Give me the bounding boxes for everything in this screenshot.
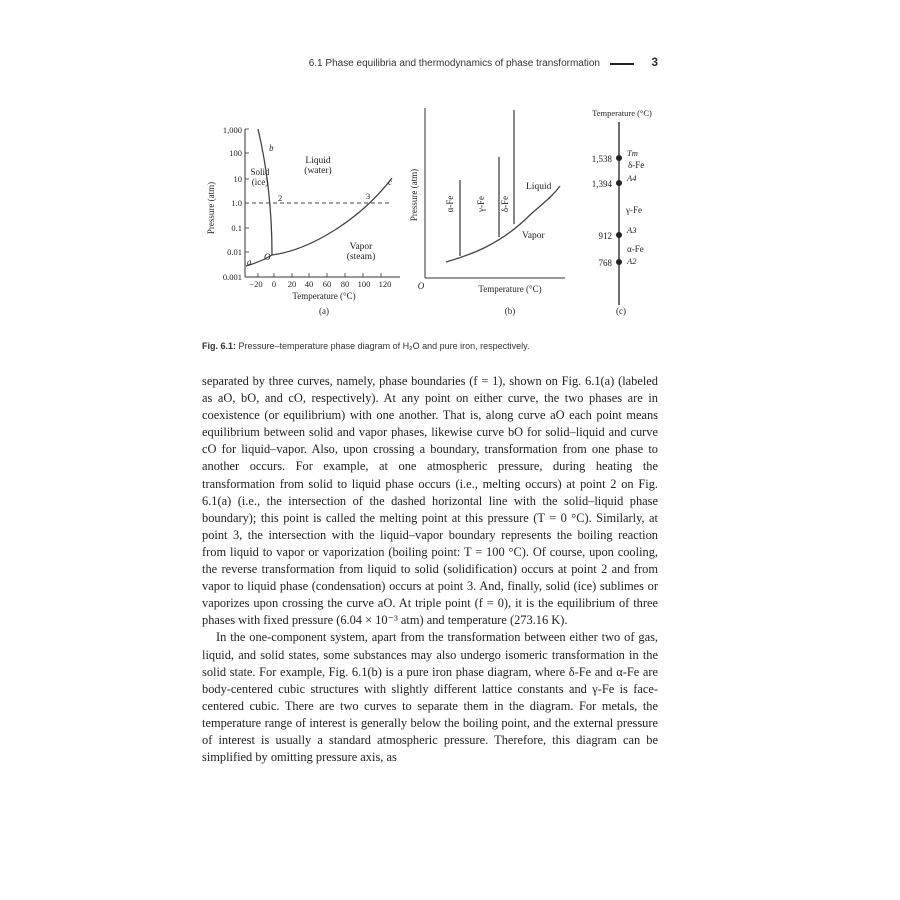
panel-a-ytick: 1.0 bbox=[231, 198, 242, 208]
panel-c-temp: 912 bbox=[598, 231, 612, 241]
panel-a-ytick: 1,000 bbox=[222, 125, 242, 135]
point-c: c bbox=[388, 177, 392, 187]
panel-a bbox=[206, 125, 400, 316]
region-solid-sub: (ice) bbox=[251, 177, 269, 187]
panel-b-label: (b) bbox=[504, 306, 516, 316]
panel-c-temp: 768 bbox=[598, 258, 612, 268]
panel-c-temp: 1,394 bbox=[591, 179, 612, 189]
panel-a-ytick: 100 bbox=[229, 148, 242, 158]
panel-b-region-vapor: Vapor bbox=[522, 231, 545, 241]
region-vapor: Vapor bbox=[349, 242, 373, 252]
region-liquid-sub: (water) bbox=[304, 166, 332, 176]
panel-b-phase-alpha: α-Fe bbox=[445, 195, 455, 213]
panel-b-phase-gamma: γ-Fe bbox=[476, 196, 486, 212]
panel-a-ytick: 0.01 bbox=[227, 247, 242, 257]
panel-a-xtick: 0 bbox=[271, 279, 277, 289]
panel-a-ytick: 0.1 bbox=[231, 223, 242, 233]
page-number: 3 bbox=[651, 55, 658, 69]
panel-b-region-liquid: Liquid bbox=[526, 182, 552, 192]
panel-a-xtick: 100 bbox=[357, 279, 371, 289]
running-title: 6.1 Phase equilibria and thermodynamics of phase transformation bbox=[308, 58, 600, 69]
panel-c-point-label: A2 bbox=[627, 256, 637, 266]
panel-a-ytick: 0.001 bbox=[222, 272, 242, 282]
panel-a-xtick: −20 bbox=[249, 279, 263, 289]
figure-6-1 bbox=[200, 100, 658, 322]
caption-text: Pressure–temperature phase diagram of H₂O and pure iron, respectively. bbox=[238, 341, 530, 351]
caption-label: Fig. 6.1: bbox=[202, 341, 237, 351]
panel-c-label: (c) bbox=[616, 306, 626, 316]
panel-a-ylabel: Pressure (atm) bbox=[206, 181, 216, 235]
panel-c-point-a4 bbox=[616, 180, 622, 186]
region-solid: Solid bbox=[250, 167, 270, 177]
panel-a-ytick: 10 bbox=[233, 174, 242, 184]
panel-a-xtick: 60 bbox=[322, 279, 332, 289]
point-o: O bbox=[264, 252, 271, 262]
point-2: 2 bbox=[278, 193, 283, 203]
panel-c-point-a3 bbox=[616, 232, 622, 238]
panel-a-label: (a) bbox=[319, 306, 329, 316]
panel-c-point-label: Tm bbox=[627, 148, 638, 158]
header-rule bbox=[610, 63, 634, 65]
panel-b-phase-delta: δ-Fe bbox=[500, 195, 510, 213]
panel-a-xtick: 120 bbox=[378, 279, 392, 289]
panel-c-point-tm bbox=[616, 155, 622, 161]
panel-c bbox=[592, 108, 652, 316]
panel-c-point-label: A3 bbox=[627, 225, 637, 235]
panel-a-xtick: 80 bbox=[340, 279, 350, 289]
panel-b bbox=[409, 108, 565, 316]
panel-b-origin: O bbox=[417, 281, 425, 291]
point-3: 3 bbox=[366, 191, 371, 201]
region-vapor-sub: (steam) bbox=[346, 252, 376, 262]
panel-c-title: Temperature (°C) bbox=[592, 108, 652, 118]
panel-a-xtick: 40 bbox=[304, 279, 314, 289]
point-a: a bbox=[247, 257, 252, 267]
figure-caption bbox=[202, 341, 658, 351]
curve-cO bbox=[272, 178, 392, 255]
panel-a-xlabel: Temperature (°C) bbox=[292, 291, 356, 301]
panel-c-phase-alpha: α-Fe bbox=[627, 244, 644, 254]
panel-c-temp: 1,538 bbox=[591, 154, 612, 164]
running-head bbox=[300, 56, 658, 72]
panel-c-point-a2 bbox=[616, 259, 622, 265]
panel-b-ylabel: Pressure (atm) bbox=[409, 168, 419, 222]
panel-c-point-label: A4 bbox=[627, 173, 637, 183]
panel-c-phase-gamma: γ-Fe bbox=[626, 205, 642, 215]
paragraph-2: In the one-component system, apart from the transformation between either two of gas, liquid, and solid states, some substances may also undergo isomeric transformation in the solid state. For example, Fig. 6.1(b) is a pure iron phase diagram, where δ-Fe and α-Fe are body-centered cubic structures with slightly different lattice constants and γ-Fe is face-centered cubic. There are two curves to separate them in the diagram. For metals, the temperature range of interest is generally below the boiling point, and the external pressure of interest is usually a standard atmospheric pressure. Therefore, this diagram can be simplified by omitting pressure axis, as bbox=[202, 630, 658, 765]
paragraph-1: separated by three curves, namely, phase boundaries (f = 1), shown on Fig. 6.1(a) (labeled as aO, bO, and cO, respectively). At any point on either curve, the two phases are in coexistence (or equilibrium) with one another. That is, along curve aO each point means equilibrium between solid and vapor phases, likewise curve bO for solid–liquid and curve cO for liquid–vapor. Also, upon crossing a boundary, transformation from one phase to another occurs. For example, at one atmospheric pressure, during heating the transformation from solid to liquid phase occurs (i.e., melting occurs) at point 2 on Fig. 6.1(a) (i.e., the intersection of the dashed horizontal line with the solid–liquid phase boundary); this point is called the melting point at this pressure (T = 0 °C). Similarly, at point 3, the intersection with the liquid–vapor boundary represents the boiling reaction from liquid to vapor or vaporization (boiling point: T = 100 °C). Of course, upon cooling, the reverse transformation from liquid to solid (solidification) occurs at point 2 and from vapor to liquid phase (condensation) occurs at point 3. And, finally, solid (ice) sublimes or vaporizes upon crossing the curve aO. At triple point (f = 0), it is the equilibrium of three phases with fixed pressure (6.04 × 10⁻³ atm) and temperature (273.16 K). bbox=[202, 374, 658, 628]
panel-a-xtick: 20 bbox=[287, 279, 297, 289]
region-liquid: Liquid bbox=[305, 156, 331, 166]
body-text bbox=[202, 373, 658, 766]
panel-c-phase-delta: δ-Fe bbox=[628, 160, 645, 170]
panel-b-xlabel: Temperature (°C) bbox=[478, 284, 542, 294]
point-b: b bbox=[269, 143, 274, 153]
